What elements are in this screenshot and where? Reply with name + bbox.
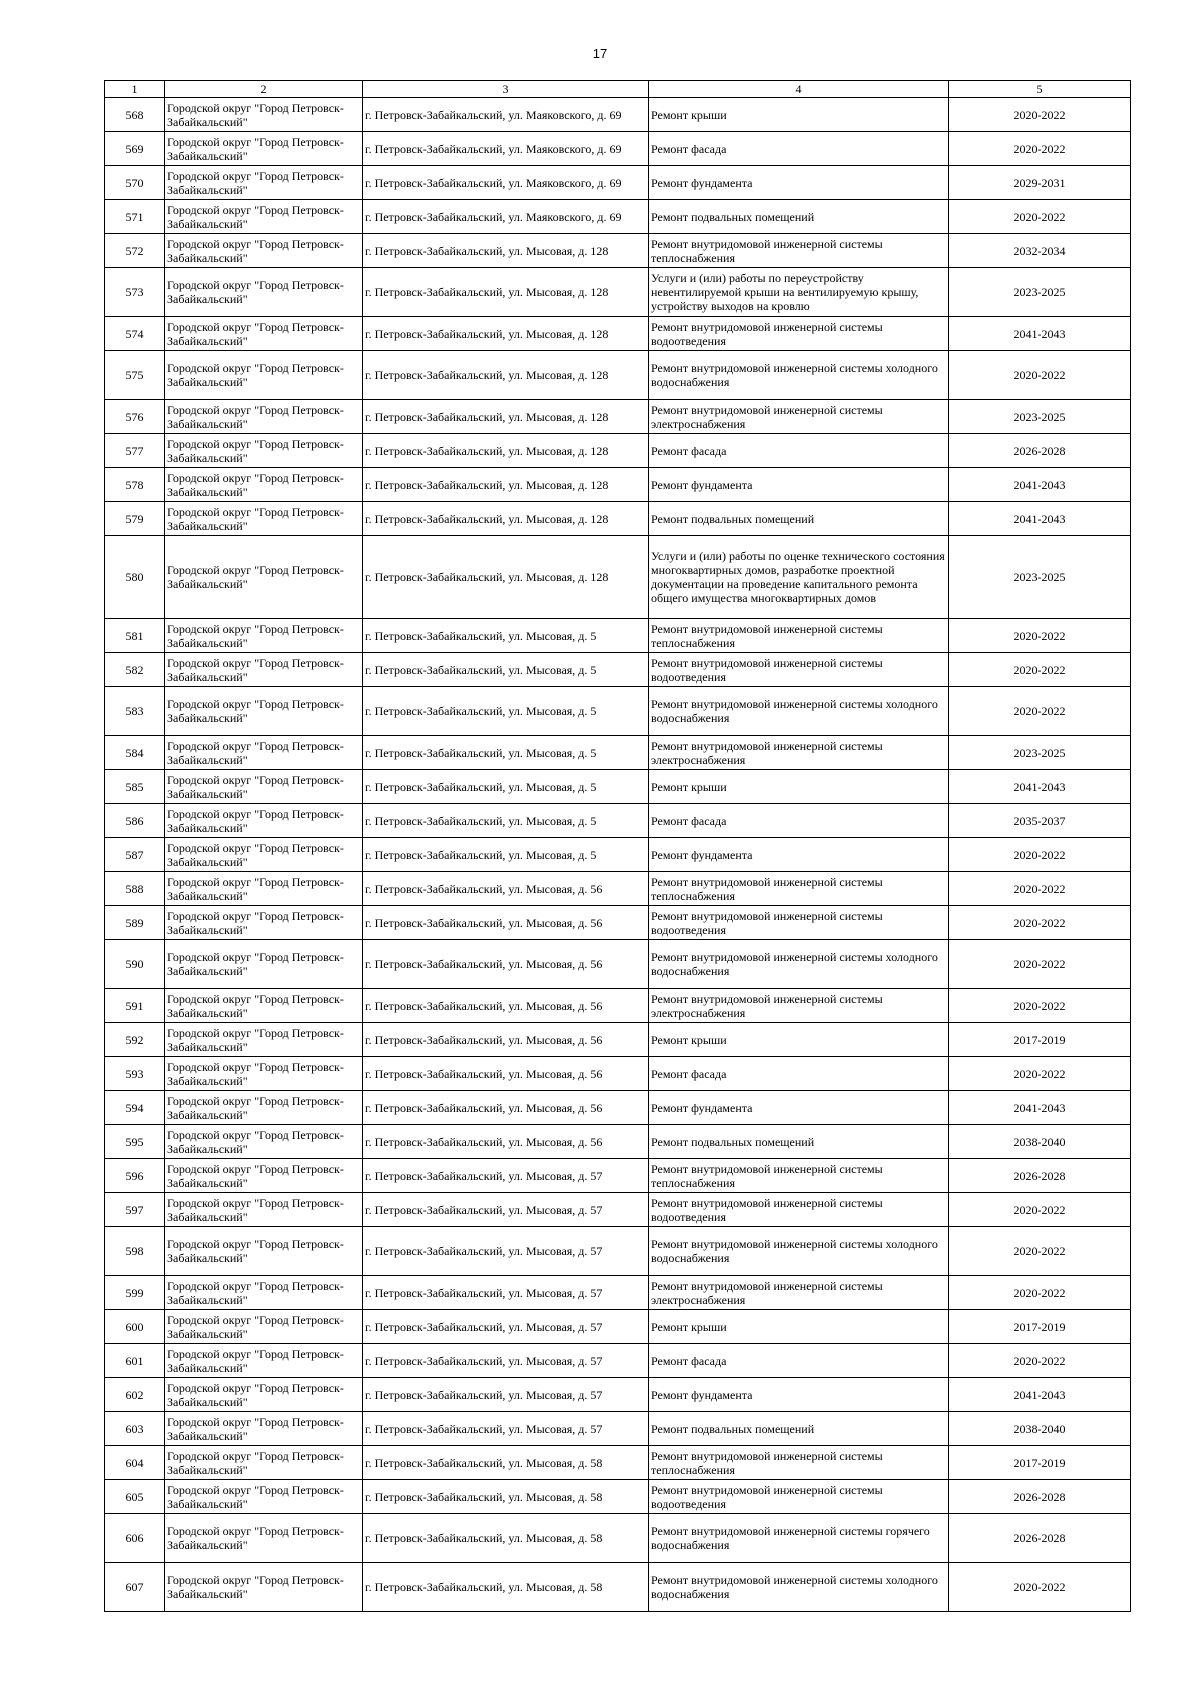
- work-type-cell: Ремонт внутридомовой инженерной системы водоотведения: [649, 1193, 949, 1227]
- work-type-cell: Ремонт внутридомовой инженерной системы холодного водоснабжения: [649, 351, 949, 400]
- municipality-cell: Городской округ "Город Петровск-Забайкальский": [165, 619, 363, 653]
- municipality-cell: Городской округ "Город Петровск-Забайкальский": [165, 838, 363, 872]
- period-cell: 2041-2043: [949, 502, 1131, 536]
- row-number-cell: 604: [105, 1446, 165, 1480]
- municipality-cell: Городской округ "Город Петровск-Забайкальский": [165, 940, 363, 989]
- work-type-cell: Ремонт внутридомовой инженерной системы электроснабжения: [649, 989, 949, 1023]
- work-type-cell: Ремонт крыши: [649, 770, 949, 804]
- period-cell: 2041-2043: [949, 468, 1131, 502]
- row-number-cell: 587: [105, 838, 165, 872]
- period-cell: 2041-2043: [949, 317, 1131, 351]
- municipality-cell: Городской округ "Город Петровск-Забайкальский": [165, 351, 363, 400]
- work-type-cell: Ремонт подвальных помещений: [649, 1412, 949, 1446]
- row-number-cell: 575: [105, 351, 165, 400]
- table-row: [105, 770, 1131, 804]
- table-row: [105, 838, 1131, 872]
- address-cell: г. Петровск-Забайкальский, ул. Мысовая, д. 56: [363, 1125, 649, 1159]
- work-type-cell: Ремонт фундамента: [649, 1378, 949, 1412]
- address-cell: г. Петровск-Забайкальский, ул. Мысовая, д. 5: [363, 736, 649, 770]
- work-type-cell: Ремонт внутридомовой инженерной системы водоотведения: [649, 317, 949, 351]
- row-number-cell: 576: [105, 400, 165, 434]
- table-row: [105, 619, 1131, 653]
- work-type-cell: Ремонт подвальных помещений: [649, 200, 949, 234]
- table-row: [105, 1514, 1131, 1563]
- municipality-cell: Городской округ "Город Петровск-Забайкальский": [165, 989, 363, 1023]
- period-cell: 2023-2025: [949, 736, 1131, 770]
- municipality-cell: Городской округ "Город Петровск-Забайкальский": [165, 166, 363, 200]
- row-number-cell: 568: [105, 98, 165, 132]
- address-cell: г. Петровск-Забайкальский, ул. Мысовая, д. 58: [363, 1480, 649, 1514]
- address-cell: г. Петровск-Забайкальский, ул. Мысовая, д. 128: [363, 400, 649, 434]
- municipality-cell: Городской округ "Город Петровск-Забайкальский": [165, 1227, 363, 1276]
- address-cell: г. Петровск-Забайкальский, ул. Мысовая, д. 57: [363, 1310, 649, 1344]
- municipality-cell: Городской округ "Город Петровск-Забайкальский": [165, 1159, 363, 1193]
- municipality-cell: Городской округ "Город Петровск-Забайкальский": [165, 468, 363, 502]
- work-type-cell: Ремонт фасада: [649, 434, 949, 468]
- period-cell: 2020-2022: [949, 1227, 1131, 1276]
- period-cell: 2026-2028: [949, 1514, 1131, 1563]
- row-number-cell: 586: [105, 804, 165, 838]
- address-cell: г. Петровск-Забайкальский, ул. Мысовая, д. 56: [363, 1091, 649, 1125]
- address-cell: г. Петровск-Забайкальский, ул. Мысовая, д. 57: [363, 1378, 649, 1412]
- work-type-cell: Ремонт подвальных помещений: [649, 502, 949, 536]
- municipality-cell: Городской округ "Город Петровск-Забайкальский": [165, 1057, 363, 1091]
- table-row: [105, 1125, 1131, 1159]
- period-cell: 2032-2034: [949, 234, 1131, 268]
- row-number-cell: 584: [105, 736, 165, 770]
- municipality-cell: Городской округ "Город Петровск-Забайкальский": [165, 1344, 363, 1378]
- table-row: [105, 1412, 1131, 1446]
- address-cell: г. Петровск-Забайкальский, ул. Мысовая, д. 128: [363, 234, 649, 268]
- row-number-cell: 583: [105, 687, 165, 736]
- table-row: [105, 1193, 1131, 1227]
- municipality-cell: Городской округ "Город Петровск-Забайкальский": [165, 98, 363, 132]
- row-number-cell: 594: [105, 1091, 165, 1125]
- column-header-5: 5: [949, 81, 1131, 98]
- address-cell: г. Петровск-Забайкальский, ул. Мысовая, д. 56: [363, 872, 649, 906]
- period-cell: 2020-2022: [949, 1563, 1131, 1612]
- work-type-cell: Услуги и (или) работы по переустройству невентилируемой крыши на вентилируемую крышу, устройству выходов на кровлю: [649, 268, 949, 317]
- address-cell: г. Петровск-Забайкальский, ул. Мысовая, д. 128: [363, 536, 649, 619]
- address-cell: г. Петровск-Забайкальский, ул. Маяковского, д. 69: [363, 98, 649, 132]
- work-type-cell: Ремонт крыши: [649, 98, 949, 132]
- municipality-cell: Городской округ "Город Петровск-Забайкальский": [165, 132, 363, 166]
- table-row: [105, 1091, 1131, 1125]
- period-cell: 2017-2019: [949, 1310, 1131, 1344]
- address-cell: г. Петровск-Забайкальский, ул. Мысовая, д. 57: [363, 1159, 649, 1193]
- column-number-row: [105, 81, 1131, 98]
- row-number-cell: 571: [105, 200, 165, 234]
- table-row: [105, 132, 1131, 166]
- work-type-cell: Ремонт фасада: [649, 1344, 949, 1378]
- work-type-cell: Ремонт внутридомовой инженерной системы теплоснабжения: [649, 234, 949, 268]
- table-row: [105, 536, 1131, 619]
- table-row: [105, 502, 1131, 536]
- period-cell: 2020-2022: [949, 838, 1131, 872]
- period-cell: 2020-2022: [949, 200, 1131, 234]
- address-cell: г. Петровск-Забайкальский, ул. Мысовая, д. 5: [363, 838, 649, 872]
- period-cell: 2020-2022: [949, 687, 1131, 736]
- row-number-cell: 595: [105, 1125, 165, 1159]
- address-cell: г. Петровск-Забайкальский, ул. Мысовая, д. 56: [363, 1023, 649, 1057]
- row-number-cell: 596: [105, 1159, 165, 1193]
- period-cell: 2020-2022: [949, 1193, 1131, 1227]
- work-type-cell: Ремонт внутридомовой инженерной системы холодного водоснабжения: [649, 1563, 949, 1612]
- work-type-cell: Ремонт внутридомовой инженерной системы электроснабжения: [649, 736, 949, 770]
- row-number-cell: 603: [105, 1412, 165, 1446]
- municipality-cell: Городской округ "Город Петровск-Забайкальский": [165, 736, 363, 770]
- table-row: [105, 1378, 1131, 1412]
- period-cell: 2020-2022: [949, 1344, 1131, 1378]
- page-number: 17: [592, 46, 608, 61]
- municipality-cell: Городской округ "Город Петровск-Забайкальский": [165, 653, 363, 687]
- row-number-cell: 600: [105, 1310, 165, 1344]
- work-type-cell: Ремонт фасада: [649, 132, 949, 166]
- period-cell: 2020-2022: [949, 989, 1131, 1023]
- table-row: [105, 906, 1131, 940]
- work-type-cell: Ремонт внутридомовой инженерной системы холодного водоснабжения: [649, 687, 949, 736]
- work-type-cell: Ремонт подвальных помещений: [649, 1125, 949, 1159]
- table-row: [105, 1159, 1131, 1193]
- row-number-cell: 574: [105, 317, 165, 351]
- work-type-cell: Ремонт внутридомовой инженерной системы водоотведения: [649, 653, 949, 687]
- work-type-cell: Ремонт фундамента: [649, 468, 949, 502]
- address-cell: г. Петровск-Забайкальский, ул. Мысовая, д. 58: [363, 1446, 649, 1480]
- period-cell: 2041-2043: [949, 1091, 1131, 1125]
- address-cell: г. Петровск-Забайкальский, ул. Мысовая, д. 58: [363, 1563, 649, 1612]
- municipality-cell: Городской округ "Город Петровск-Забайкальский": [165, 234, 363, 268]
- row-number-cell: 592: [105, 1023, 165, 1057]
- municipality-cell: Городской округ "Город Петровск-Забайкальский": [165, 200, 363, 234]
- municipality-cell: Городской округ "Город Петровск-Забайкальский": [165, 804, 363, 838]
- table-row: [105, 317, 1131, 351]
- address-cell: г. Петровск-Забайкальский, ул. Мысовая, д. 128: [363, 468, 649, 502]
- row-number-cell: 601: [105, 1344, 165, 1378]
- address-cell: г. Петровск-Забайкальский, ул. Мысовая, д. 57: [363, 1412, 649, 1446]
- row-number-cell: 582: [105, 653, 165, 687]
- table-row: [105, 1563, 1131, 1612]
- row-number-cell: 570: [105, 166, 165, 200]
- row-number-cell: 572: [105, 234, 165, 268]
- period-cell: 2020-2022: [949, 653, 1131, 687]
- municipality-cell: Городской округ "Город Петровск-Забайкальский": [165, 1563, 363, 1612]
- period-cell: 2026-2028: [949, 1159, 1131, 1193]
- municipality-cell: Городской округ "Город Петровск-Забайкальский": [165, 1276, 363, 1310]
- row-number-cell: 573: [105, 268, 165, 317]
- work-type-cell: Ремонт внутридомовой инженерной системы электроснабжения: [649, 400, 949, 434]
- table-row: [105, 1310, 1131, 1344]
- work-type-cell: Ремонт внутридомовой инженерной системы водоотведения: [649, 1480, 949, 1514]
- municipality-cell: Городской округ "Город Петровск-Забайкальский": [165, 906, 363, 940]
- table-row: [105, 200, 1131, 234]
- period-cell: 2020-2022: [949, 906, 1131, 940]
- work-type-cell: Ремонт фасада: [649, 1057, 949, 1091]
- table-row: [105, 351, 1131, 400]
- municipality-cell: Городской округ "Город Петровск-Забайкальский": [165, 1412, 363, 1446]
- address-cell: г. Петровск-Забайкальский, ул. Маяковского, д. 69: [363, 132, 649, 166]
- table-row: [105, 1023, 1131, 1057]
- period-cell: 2020-2022: [949, 872, 1131, 906]
- address-cell: г. Петровск-Забайкальский, ул. Мысовая, д. 56: [363, 1057, 649, 1091]
- municipality-cell: Городской округ "Город Петровск-Забайкальский": [165, 687, 363, 736]
- work-type-cell: Ремонт внутридомовой инженерной системы электроснабжения: [649, 1276, 949, 1310]
- address-cell: г. Петровск-Забайкальский, ул. Мысовая, д. 5: [363, 619, 649, 653]
- table-row: [105, 1446, 1131, 1480]
- table-row: [105, 1057, 1131, 1091]
- table-row: [105, 653, 1131, 687]
- column-header-1: 1: [105, 81, 165, 98]
- row-number-cell: 581: [105, 619, 165, 653]
- row-number-cell: 588: [105, 872, 165, 906]
- work-type-cell: Ремонт фундамента: [649, 166, 949, 200]
- municipality-cell: Городской округ "Город Петровск-Забайкальский": [165, 400, 363, 434]
- period-cell: 2017-2019: [949, 1023, 1131, 1057]
- row-number-cell: 593: [105, 1057, 165, 1091]
- address-cell: г. Петровск-Забайкальский, ул. Мысовая, д. 56: [363, 906, 649, 940]
- period-cell: 2020-2022: [949, 98, 1131, 132]
- period-cell: 2020-2022: [949, 132, 1131, 166]
- municipality-cell: Городской округ "Город Петровск-Забайкальский": [165, 770, 363, 804]
- municipality-cell: Городской округ "Город Петровск-Забайкальский": [165, 1310, 363, 1344]
- work-type-cell: Ремонт внутридомовой инженерной системы теплоснабжения: [649, 1159, 949, 1193]
- period-cell: 2020-2022: [949, 1057, 1131, 1091]
- row-number-cell: 598: [105, 1227, 165, 1276]
- period-cell: 2029-2031: [949, 166, 1131, 200]
- table-row: [105, 234, 1131, 268]
- municipality-cell: Городской округ "Город Петровск-Забайкальский": [165, 434, 363, 468]
- row-number-cell: 578: [105, 468, 165, 502]
- address-cell: г. Петровск-Забайкальский, ул. Мысовая, д. 56: [363, 989, 649, 1023]
- row-number-cell: 580: [105, 536, 165, 619]
- row-number-cell: 589: [105, 906, 165, 940]
- address-cell: г. Петровск-Забайкальский, ул. Маяковского, д. 69: [363, 166, 649, 200]
- address-cell: г. Петровск-Забайкальский, ул. Мысовая, д. 58: [363, 1514, 649, 1563]
- municipality-cell: Городской округ "Город Петровск-Забайкальский": [165, 268, 363, 317]
- address-cell: г. Петровск-Забайкальский, ул. Мысовая, д. 128: [363, 268, 649, 317]
- work-type-cell: Ремонт внутридомовой инженерной системы холодного водоснабжения: [649, 940, 949, 989]
- work-type-cell: Ремонт фундамента: [649, 1091, 949, 1125]
- municipality-cell: Городской округ "Город Петровск-Забайкальский": [165, 502, 363, 536]
- period-cell: 2026-2028: [949, 434, 1131, 468]
- period-cell: 2020-2022: [949, 1276, 1131, 1310]
- period-cell: 2020-2022: [949, 351, 1131, 400]
- work-type-cell: Ремонт фундамента: [649, 838, 949, 872]
- period-cell: 2041-2043: [949, 1378, 1131, 1412]
- period-cell: 2023-2025: [949, 400, 1131, 434]
- table-row: [105, 1276, 1131, 1310]
- period-cell: 2026-2028: [949, 1480, 1131, 1514]
- work-type-cell: Ремонт внутридомовой инженерной системы холодного водоснабжения: [649, 1227, 949, 1276]
- municipality-cell: Городской округ "Город Петровск-Забайкальский": [165, 317, 363, 351]
- municipality-cell: Городской округ "Город Петровск-Забайкальский": [165, 1378, 363, 1412]
- address-cell: г. Петровск-Забайкальский, ул. Мысовая, д. 57: [363, 1193, 649, 1227]
- municipality-cell: Городской округ "Город Петровск-Забайкальский": [165, 1193, 363, 1227]
- row-number-cell: 591: [105, 989, 165, 1023]
- period-cell: 2038-2040: [949, 1412, 1131, 1446]
- period-cell: 2035-2037: [949, 804, 1131, 838]
- work-type-cell: Ремонт крыши: [649, 1310, 949, 1344]
- work-type-cell: Ремонт внутридомовой инженерной системы теплоснабжения: [649, 1446, 949, 1480]
- address-cell: г. Петровск-Забайкальский, ул. Мысовая, д. 57: [363, 1276, 649, 1310]
- work-type-cell: Ремонт внутридомовой инженерной системы теплоснабжения: [649, 619, 949, 653]
- municipality-cell: Городской округ "Город Петровск-Забайкальский": [165, 1480, 363, 1514]
- row-number-cell: 606: [105, 1514, 165, 1563]
- table-row: [105, 687, 1131, 736]
- municipality-cell: Городской округ "Город Петровск-Забайкальский": [165, 1023, 363, 1057]
- address-cell: г. Петровск-Забайкальский, ул. Мысовая, д. 128: [363, 434, 649, 468]
- work-type-cell: Ремонт фасада: [649, 804, 949, 838]
- column-header-4: 4: [649, 81, 949, 98]
- municipality-cell: Городской округ "Город Петровск-Забайкальский": [165, 1091, 363, 1125]
- work-type-cell: Ремонт внутридомовой инженерной системы теплоснабжения: [649, 872, 949, 906]
- municipality-cell: Городской округ "Город Петровск-Забайкальский": [165, 872, 363, 906]
- table-row: [105, 940, 1131, 989]
- row-number-cell: 577: [105, 434, 165, 468]
- table-row: [105, 989, 1131, 1023]
- table-row: [105, 1344, 1131, 1378]
- column-header-3: 3: [363, 81, 649, 98]
- address-cell: г. Петровск-Забайкальский, ул. Мысовая, д. 5: [363, 653, 649, 687]
- row-number-cell: 579: [105, 502, 165, 536]
- address-cell: г. Петровск-Забайкальский, ул. Мысовая, д. 128: [363, 317, 649, 351]
- address-cell: г. Петровск-Забайкальский, ул. Мысовая, д. 5: [363, 804, 649, 838]
- period-cell: 2020-2022: [949, 940, 1131, 989]
- row-number-cell: 585: [105, 770, 165, 804]
- table-row: [105, 268, 1131, 317]
- table-row: [105, 1480, 1131, 1514]
- table-row: [105, 166, 1131, 200]
- row-number-cell: 602: [105, 1378, 165, 1412]
- period-cell: 2041-2043: [949, 770, 1131, 804]
- period-cell: 2017-2019: [949, 1446, 1131, 1480]
- period-cell: 2023-2025: [949, 268, 1131, 317]
- table-row: [105, 804, 1131, 838]
- table-row: [105, 434, 1131, 468]
- table-row: [105, 872, 1131, 906]
- table-row: [105, 736, 1131, 770]
- address-cell: г. Петровск-Забайкальский, ул. Маяковского, д. 69: [363, 200, 649, 234]
- capital-repair-table: [104, 80, 1131, 1612]
- table-body: [105, 98, 1131, 1612]
- table-row: [105, 468, 1131, 502]
- period-cell: 2023-2025: [949, 536, 1131, 619]
- municipality-cell: Городской округ "Город Петровск-Забайкальский": [165, 536, 363, 619]
- period-cell: 2020-2022: [949, 619, 1131, 653]
- row-number-cell: 597: [105, 1193, 165, 1227]
- municipality-cell: Городской округ "Город Петровск-Забайкальский": [165, 1446, 363, 1480]
- work-type-cell: Ремонт крыши: [649, 1023, 949, 1057]
- table-row: [105, 1227, 1131, 1276]
- work-type-cell: Ремонт внутридомовой инженерной системы водоотведения: [649, 906, 949, 940]
- column-header-2: 2: [165, 81, 363, 98]
- work-type-cell: Ремонт внутридомовой инженерной системы горячего водоснабжения: [649, 1514, 949, 1563]
- municipality-cell: Городской округ "Город Петровск-Забайкальский": [165, 1125, 363, 1159]
- address-cell: г. Петровск-Забайкальский, ул. Мысовая, д. 128: [363, 502, 649, 536]
- table-row: [105, 400, 1131, 434]
- row-number-cell: 569: [105, 132, 165, 166]
- address-cell: г. Петровск-Забайкальский, ул. Мысовая, д. 57: [363, 1344, 649, 1378]
- address-cell: г. Петровск-Забайкальский, ул. Мысовая, д. 5: [363, 687, 649, 736]
- row-number-cell: 607: [105, 1563, 165, 1612]
- period-cell: 2038-2040: [949, 1125, 1131, 1159]
- row-number-cell: 590: [105, 940, 165, 989]
- table-row: [105, 98, 1131, 132]
- row-number-cell: 605: [105, 1480, 165, 1514]
- work-type-cell: Услуги и (или) работы по оценке технического состояния многоквартирных домов, разработке проектной документации на проведение капитального ремонта общего имущества многоквартирных домов: [649, 536, 949, 619]
- address-cell: г. Петровск-Забайкальский, ул. Мысовая, д. 5: [363, 770, 649, 804]
- address-cell: г. Петровск-Забайкальский, ул. Мысовая, д. 128: [363, 351, 649, 400]
- row-number-cell: 599: [105, 1276, 165, 1310]
- address-cell: г. Петровск-Забайкальский, ул. Мысовая, д. 57: [363, 1227, 649, 1276]
- address-cell: г. Петровск-Забайкальский, ул. Мысовая, д. 56: [363, 940, 649, 989]
- municipality-cell: Городской округ "Город Петровск-Забайкальский": [165, 1514, 363, 1563]
